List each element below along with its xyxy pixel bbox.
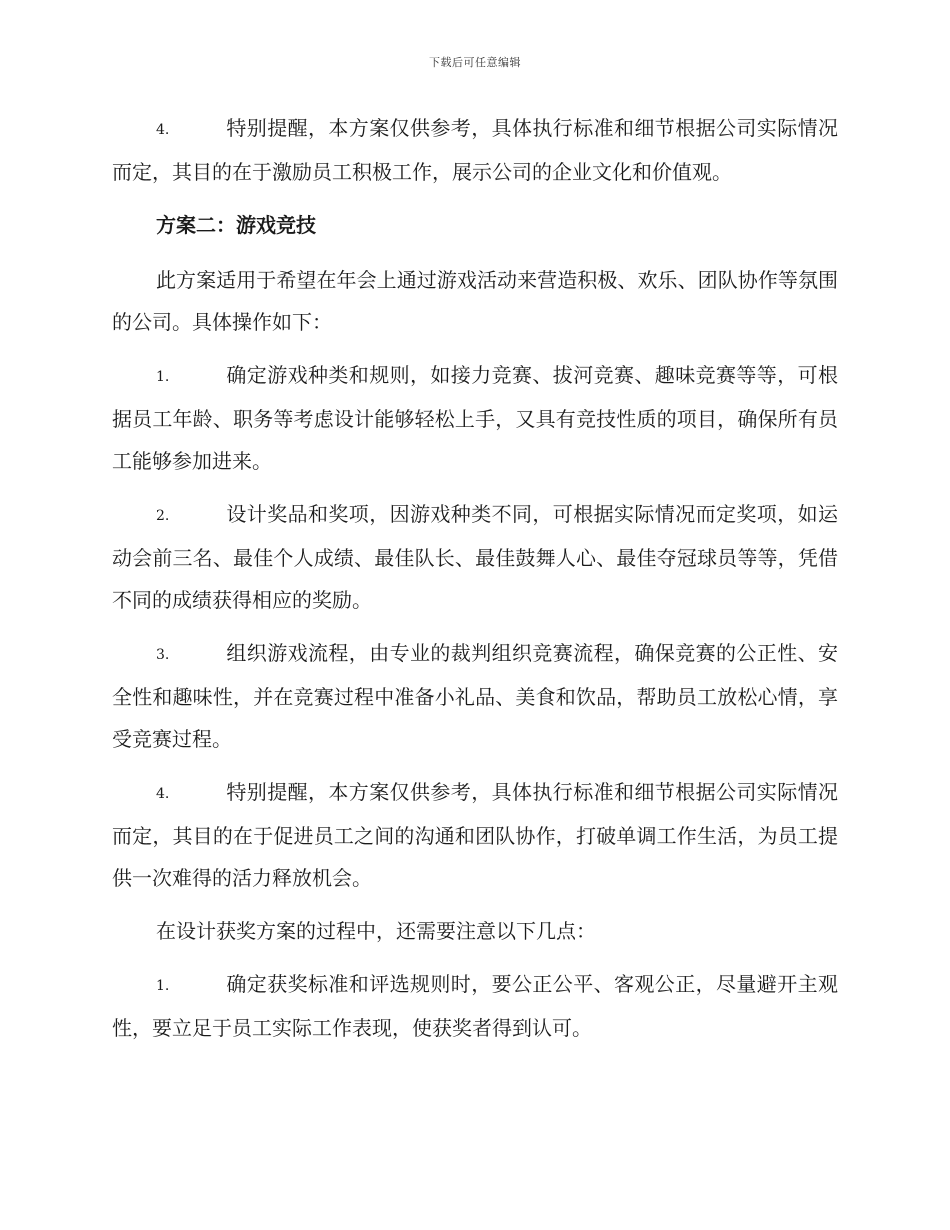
paragraph-plan2-item-1 (112, 354, 838, 482)
paragraph-plan2-intro: 此方案适用于希望在年会上通过游戏活动来营造积极、欢乐、团队协作等氛围的公司。具体操作如下： (112, 268, 838, 334)
list-number: 4. (156, 122, 170, 138)
paragraph-plan2-item-3 (112, 632, 838, 760)
paragraph-text: 确定游戏种类和规则，如接力竞赛、拔河竞赛、趣味竞赛等等，可根据员工年龄、职务等考虑设计能够轻松上手，又具有竞技性质的项目，确保所有员工能够参加进来。 (112, 363, 838, 473)
list-number: 3. (156, 647, 170, 663)
paragraph-text: 确定获奖标准和评选规则时，要公正公平、客观公正，尽量避开主观性，要立足于员工实际工作表现，使获奖者得到认可。 (112, 972, 838, 1040)
paragraph-plan2-item-4 (112, 771, 838, 899)
list-number: 2. (156, 508, 170, 524)
paragraph-plan1-item-4 (112, 107, 838, 193)
page-header: 下载后可任意编辑 (429, 56, 521, 69)
paragraph-text: 特别提醒，本方案仅供参考，具体执行标准和细节根据公司实际情况而定，其目的在于激励员工积极工作，展示公司的企业文化和价值观。 (112, 116, 838, 184)
paragraph-text: 特别提醒，本方案仅供参考，具体执行标准和细节根据公司实际情况而定，其目的在于促进员工之间的沟通和团队协作，打破单调工作生活，为员工提供一次难得的活力释放机会。 (112, 780, 838, 890)
paragraph-notes-item-1 (112, 963, 838, 1049)
list-number: 1. (156, 978, 170, 994)
paragraph-notes-intro: 在设计获奖方案的过程中，还需要注意以下几点： (156, 919, 596, 943)
paragraph-plan2-item-2 (112, 493, 838, 621)
section-heading-plan2: 方案二：游戏竞技 (156, 213, 316, 237)
paragraph-text: 设计奖品和奖项，因游戏种类不同，可根据实际情况而定奖项，如运动会前三名、最佳个人成绩、最佳队长、最佳鼓舞人心、最佳夺冠球员等等，凭借不同的成绩获得相应的奖励。 (112, 502, 838, 612)
document-body (112, 107, 838, 1060)
list-number: 4. (156, 786, 170, 802)
list-number: 1. (156, 369, 170, 385)
paragraph-text: 组织游戏流程，由专业的裁判组织竞赛流程，确保竞赛的公正性、安全性和趣味性，并在竞赛过程中准备小礼品、美食和饮品，帮助员工放松心情，享受竞赛过程。 (112, 641, 838, 751)
